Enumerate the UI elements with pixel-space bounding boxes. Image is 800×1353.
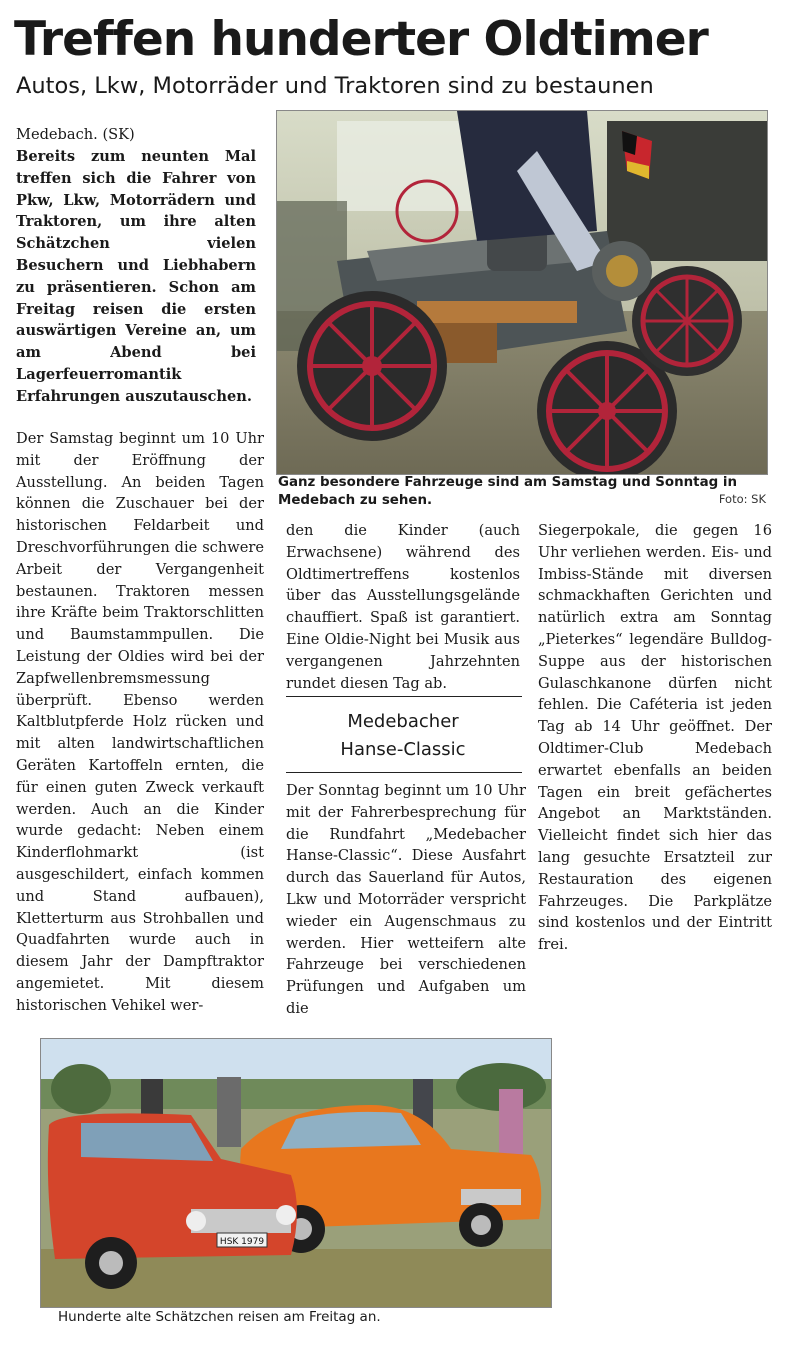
lead-paragraph: Bereits zum neunten Mal treffen sich die Fahrer von Pkw, Lkw, Motorrädern und Traktoren, um ihre alten Schätzchen vielen Besuchern und Liebhabern zu präsentieren. Schon am Freitag reisen die ersten auswärtigen Vereine an, um am Abend bei Lagerfeuerromantik Erfahrungen auszutauschen. [16,148,256,405]
vintage-cars-photo [40,1038,552,1308]
body-column-3: Siegerpokale, die gegen 16 Uhr verliehen werden. Eis- und Imbiss-Stände mit diversen schmackhaften Gerichten und natürlich extra am Sonntag „Pieterkes“ legendäre Bulldog-Suppe aus der historischen Gulaschkanone dürfen nicht fehlen. Die Caféteria ist jeden Tag ab 14 Uhr geöffnet. Der Oldtimer-Club Medebach erwartet ebenfalls an beiden Tagen ein breit gefächertes Angebot an Marktständen. Vielleicht findet sich hier das lang gesuchte Ersatzteil zur Restauration des eigenen Fahrzeuges. Die Parkplätze sind kostenlos und der Eintritt frei. [538,522,772,954]
box-heading-line2: Hanse-Classic [340,739,466,760]
photo1-caption: Ganz besondere Fahrzeuge sind am Samstag und Sonntag in Medebach zu sehen. [278,475,737,508]
steam-tractor-photo [276,110,768,475]
rear-wheel-left [297,291,447,441]
license-plate: HSK 1979 [219,1237,265,1247]
steam-tractor-illustration [277,111,767,474]
box-rule-bottom [286,772,522,773]
body-column-2b: Der Sonntag beginnt um 10 Uhr mit der Fahrerbesprechung für die Rundfahrt „Medebacher Hanse-Classic“. Diese Ausfahrt durch das Sauerland für Autos, Lkw und Motorräder verspricht wieder ein Augenschmaus zu werden. Hier wetteifern alte Fahrzeuge bei verschiedenen Prüfungen und Aufgaben um die [286,782,526,1017]
photo2-caption: Hunderte alte Schätzchen reisen am Freitag an. [58,1309,381,1325]
dateline: Medebach. (SK) [16,126,135,143]
body-column-2a: den die Kinder (auch Erwachsene) während des Oldtimertreffens kostenlos über das Ausstellungsgelände chauffiert. Spaß ist garantiert. Eine Oldie-Night bei Musik aus vergangenen Jahrzehnten rundet diesen Tag ab. [286,522,520,692]
article-headline: Treffen hunderter Oldtimer [14,12,708,67]
body-column-1: Der Samstag beginnt um 10 Uhr mit der Eröffnung der Ausstellung. An beiden Tagen können die Zuschauer bei der historischen Feldarbeit und Dreschvorführungen die schwere Arbeit der Vergangenheit bestaunen. Traktoren messen ihre Kräfte beim Traktorschlitten und Baumstammpullen. Die Leistung der Oldies wird bei der Zapfwellenbremsmessung überprüft. Ebenso werden Kaltblutpferde Holz rücken und mit alten landwirtschaftlichen Geräten Kartoffeln ernten, die für einen guten Zweck verkauft werden. Auch an die Kinder wurde gedacht: Neben einem Kinderflohmarkt (ist ausgeschildert, einfach kommen und Stand aufbauen), Kletterturm aus Strohballen und Quadfahrten wurde auch in diesem Jahr der Dampftraktor angemietet. Mit diesem historischen Vehikel wer- [16,430,264,1014]
photo1-credit: Foto: SK [718,492,766,506]
article-subheadline: Autos, Lkw, Motorräder und Traktoren sind zu bestaunen [16,73,654,99]
box-rule-top [286,696,522,697]
vintage-cars-illustration [41,1039,551,1307]
box-heading [286,708,520,764]
box-heading-line1: Medebacher [347,711,459,732]
